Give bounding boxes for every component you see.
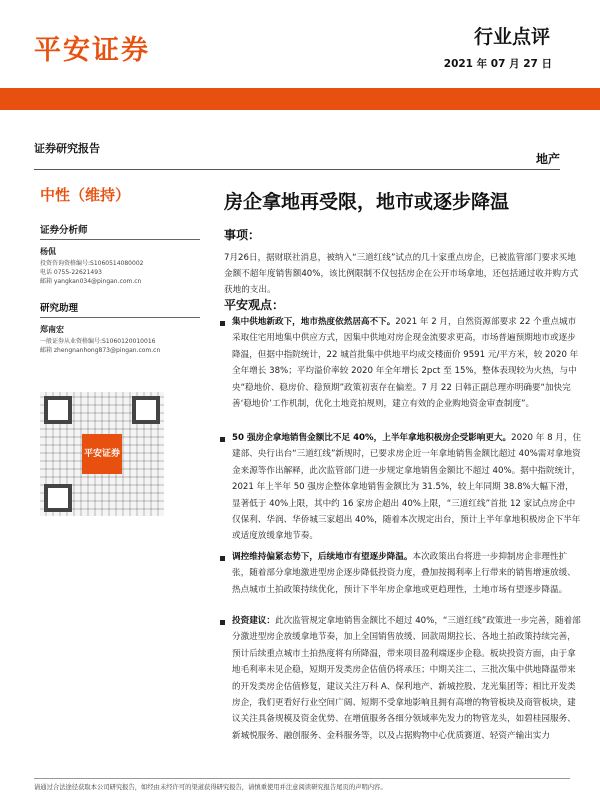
assistant-block	[40, 300, 200, 355]
company-logo: 平安证券	[34, 35, 150, 66]
qr-code	[40, 392, 164, 516]
doc-type: 行业点评	[473, 26, 550, 48]
point-text: 此次监管规定拿地销售金额比不超过 40%，“三道红线”政策进一步完善，随着部分激进型房企放缓拿地节奏，加上全国销售放缓、回款周期拉长、各地土拍政策持续完善，预计后续重点城市土拍热度将有所降温，带来项目盈利端逐步企稳。板块投资方面，由于拿地毛利率未见企稳，短期开发类房企估值仍将承压；中期关注二、三批次集中供地降温带来的开发类房企估值修复，建议关注万科 A、保利地产、新城控股、龙光集团等；相比开发类房企，我们更看好行业空间广阔、短期不受拿地影响且拥有高增的物管板块及商管板块，建议关注具备规模及资金优势、在增值服务各细分领域率先发力的物管龙头，如碧桂园服务、新城悦服务、融创服务、金科服务等，以及占据购物中心优质赛道、轻资产输出实力	[232, 616, 581, 741]
assistant-line: 一般证券从业资格编号:S1060120010016	[40, 338, 156, 345]
footer-disclaimer: 请通过合法途径获取本公司研究报告，如经由未经许可的渠道获得研究报告，请慎重使用并注意阅读研究报告尾页的声明内容。	[34, 784, 387, 791]
assistant-name: 郑南宏	[40, 325, 64, 334]
sector-label: 地产	[535, 152, 560, 166]
point-lead: 投资建议：	[232, 616, 275, 626]
header-band	[0, 88, 600, 110]
qr-corner	[44, 484, 72, 512]
event-heading: 事项：	[224, 228, 261, 242]
report-title: 房企拿地再受限，地市或逐步降温	[224, 191, 510, 213]
view-point	[232, 613, 582, 744]
analyst-line: 电话 0755-22621493	[40, 269, 102, 276]
bullet-icon	[220, 437, 225, 442]
view-point	[232, 549, 582, 598]
event-text: 7月26日，据财联社消息，被纳入“三道红线”试点的几十家重点房企，已被监管部门要求买地金额不超年度销售额40%，该比例限制不仅包括房企在公开市场拿地，还包括通过收并购方式获地的支出。	[224, 253, 579, 295]
bullet-icon	[220, 620, 225, 625]
analyst-line: 投资咨询资格编号:S1060514080002	[40, 260, 144, 267]
report-date: 2021 年 07 月 27 日	[443, 58, 552, 70]
analyst-line: 邮箱 yangkan034@pingan.com.cn	[40, 278, 142, 285]
point-lead: 50 强房企拿地销售金额比不足 40%，上半年拿地积极房企受影响更大。	[232, 433, 512, 443]
analyst-heading: 证券分析师	[40, 222, 200, 240]
analyst-name: 杨侃	[40, 247, 56, 256]
assistant-line: 邮箱 zhengnanhong873@pingan.com.cn	[40, 347, 161, 354]
point-text: 2020 年 8 月，住建部、央行出台“三道红线”新规时，已要求房企近一年拿地销售金额比超过 40%需对拿地资金来源等作出解释，此次监管部门进一步规定拿地销售金额比不超过 40%。据中指院统计，2021 年上半年 50 强房企整体拿地销售金额比为 31.5%，较上年同期 38.8%大幅下滑，显著低于 40%上限，其中约 16 家房企超出 40%上限，“三道红线”首批 12 家试点房企中仅保利、华润、华侨城三家超出 40%，随着本次规定出台，预计上半年拿地积极房企下半年或适度放缓拿地节奏。	[232, 433, 582, 542]
assistant-heading: 研究助理	[40, 300, 200, 318]
footer-divider	[34, 778, 570, 779]
rating: 中性（维持）	[40, 186, 131, 204]
view-point	[232, 314, 582, 412]
bullet-icon	[220, 556, 225, 561]
point-text: 2021 年 2 月，自然资源部要求 22 个重点城市采取住宅用地集中供应方式，因集中供地对房企现金流要求更高，市场普遍预期地市或逐步降温，但据中指院统计，22 城首批集中供地平均成交楼面价 9591 元/平方米，较 2020 年全年增长 38%；平均溢价率较 2020 年全年增长 2pct 至 15%，整体表现较为火热，与中央“稳地价、稳房价、稳预期”政策初衷存在偏差。7 月 22 日韩正副总理亦明确要“加快完善‘稳地价’工作机制，优化土地竞拍规则，建立有效的企业购地资金审查制度”。	[232, 317, 579, 410]
view-point	[232, 430, 582, 545]
bullet-icon	[220, 321, 225, 326]
point-lead: 集中供地新政下，地市热度依然居高不下。	[232, 317, 396, 327]
qr-corner	[44, 396, 72, 424]
report-label: 证券研究报告	[34, 142, 100, 155]
views-heading: 平安观点：	[224, 298, 285, 312]
point-lead: 调控维持偏紧态势下，后续地市有望逐步降温。	[232, 552, 413, 562]
divider	[34, 169, 560, 170]
point-text: 本次政策出台将进一步抑制房企非理性扩张，随着部分拿地激进型房企逐步降低投资力度，叠加按揭利率上行带来的销售增速放缓、热点城市土拍政策持续优化，预计下半年房企拿地或更趋理性，土地市场有望逐步降温。	[232, 552, 576, 595]
analyst-block	[40, 222, 200, 286]
qr-corner	[132, 396, 160, 424]
qr-logo: 平安证券	[82, 434, 122, 474]
